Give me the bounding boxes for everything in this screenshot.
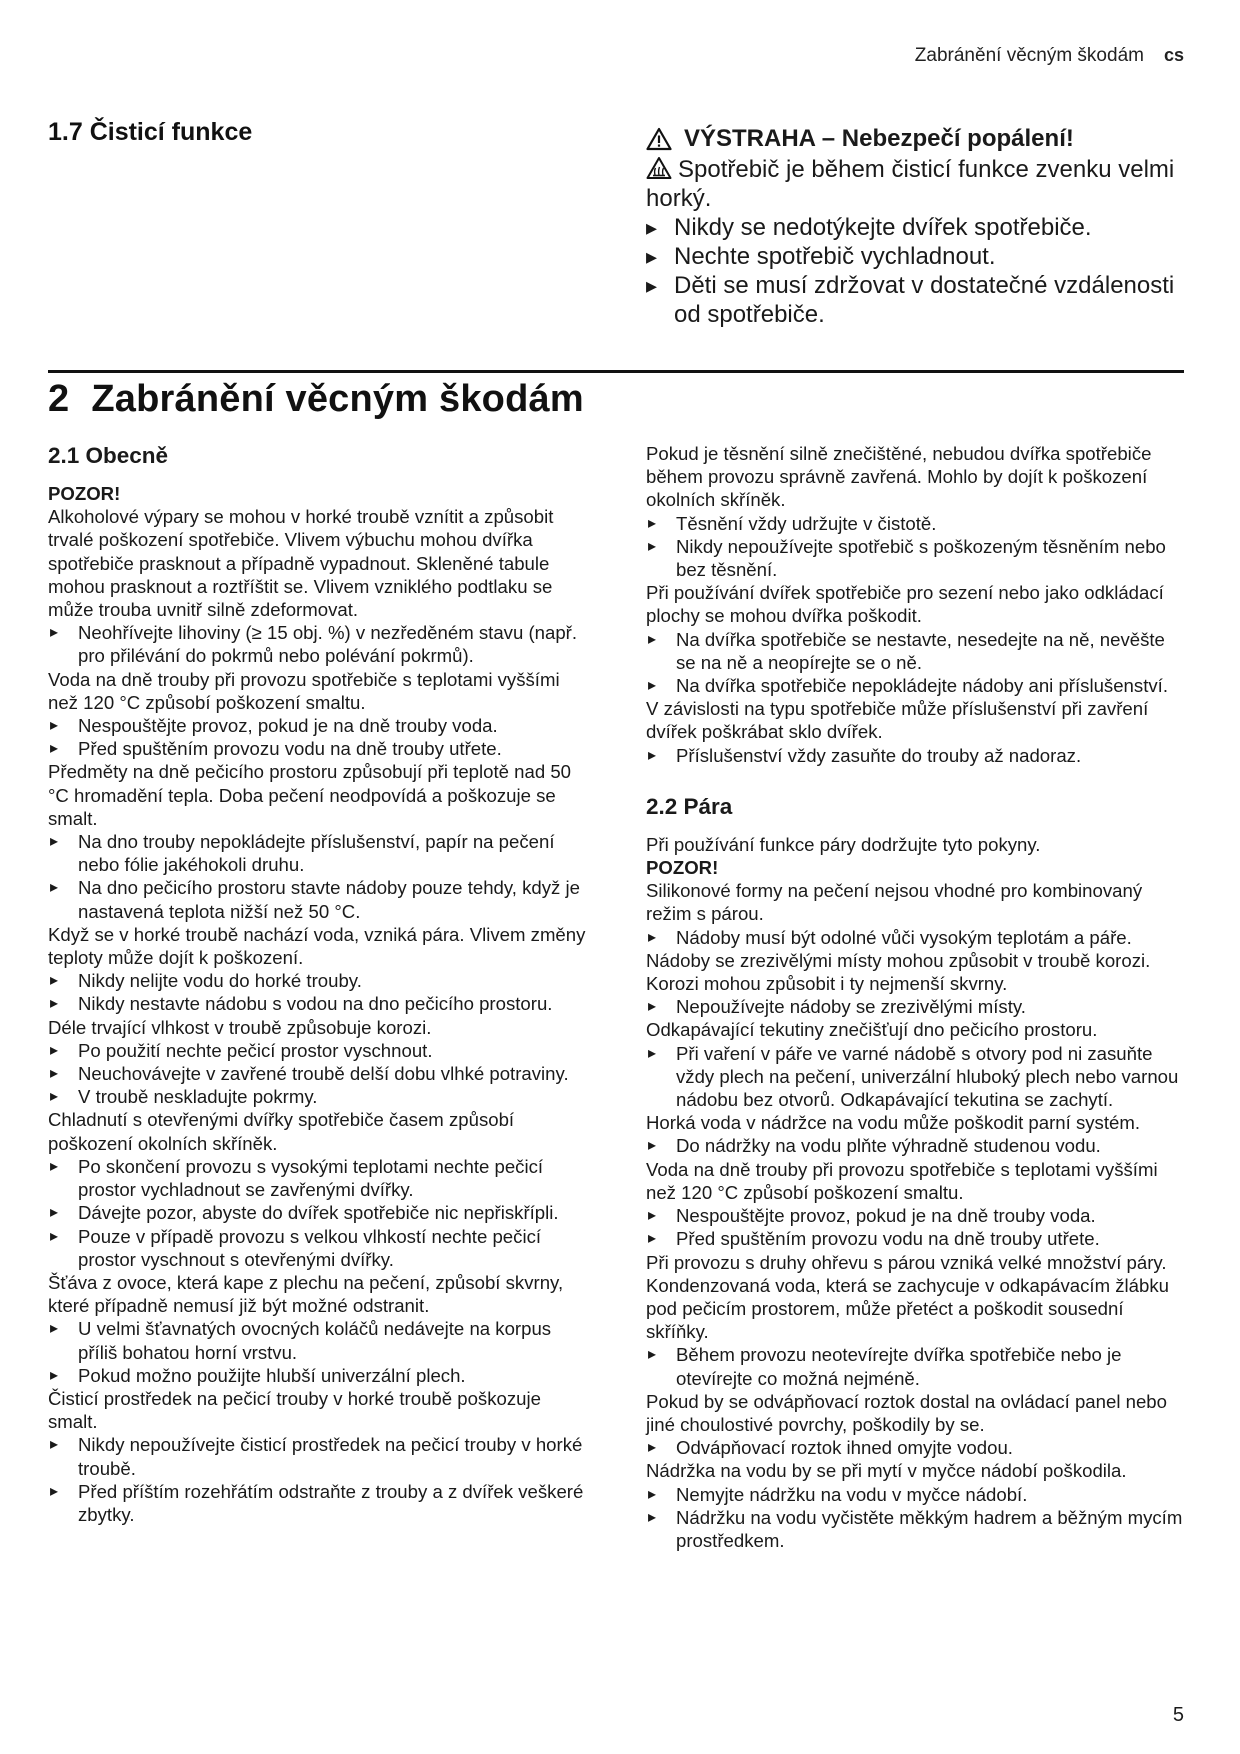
section-2-1-title: 2.1 Obecně: [48, 443, 169, 468]
bullet-item: ▸ Před příštím rozehřátím odstraňte z trouby a z dvířek veškeré zbytky.: [48, 1480, 588, 1526]
chapter-number: 2: [48, 378, 70, 420]
bullet-item: ▸ Nikdy nestavte nádobu s vodou na dno pečicího prostoru.: [48, 992, 588, 1015]
bullet-item: ▸ Po skončení provozu s vysokými teplotami nechte pečicí prostor vychladnout se zavřenými dvířky.: [48, 1155, 588, 1201]
warning-triangle-icon: [646, 127, 672, 151]
bullet-item: ▸ Do nádržky na vodu plňte výhradně studenou vodu.: [646, 1134, 1186, 1157]
bullet-item: ▸ Nikdy nepoužívejte spotřebič s poškozeným těsněním nebo bez těsnění.: [646, 535, 1186, 581]
bullet-item: ▸ Pokud možno použijte hlubší univerzální plech.: [48, 1364, 588, 1387]
paragraph: Alkoholové výpary se mohou v horké troubě vznítit a způsobit trvalé poškození spotřebiče. Vlivem výbuchu mohou dvířka spotřebiče prasknout a případně vypadnout. Skleněné tabule mohou prasknout a roztříštit se. Vlivem vzniklého podtlaku se může trouba uvnitř silně zdeformovat.: [48, 506, 554, 621]
chapter-title: [48, 378, 584, 421]
section-2-1-content: [48, 505, 588, 1526]
bullet-item: ▸ Po použití nechte pečicí prostor vyschnout.: [48, 1039, 588, 1062]
paragraph: Silikonové formy na pečení nejsou vhodné pro kombinovaný režim s párou.: [646, 880, 1143, 925]
bullet-item: ▸ Nikdy nepoužívejte čisticí prostředek na pečicí trouby v horké troubě.: [48, 1433, 588, 1479]
running-title: Zabránění věcným škodám: [914, 45, 1144, 66]
bullet-item: ▸ Neohřívejte lihoviny (≥ 15 obj. %) v nezředěném stavu (např. pro přilévání do pokrmů nebo polévání pokrmů).: [48, 621, 588, 667]
section-1-7-title: 1.7 Čisticí funkce: [48, 118, 253, 146]
paragraph: Šťáva z ovoce, která kape z plechu na pečení, způsobí skvrny, které případně nemusí již být možné odstranit.: [48, 1271, 564, 1317]
bullet-item: ▸ Nespouštějte provoz, pokud je na dně trouby voda.: [48, 714, 588, 737]
bullet-item: ▸ Na dvířka spotřebiče se nestavte, nesedejte na ně, nevěšte se na ně a neopírejte se o ně.: [646, 628, 1186, 674]
section-2-2-content: [646, 879, 1186, 1552]
section-2-2-title: 2.2 Pára: [646, 793, 733, 819]
caution-label: POZOR!: [48, 483, 121, 504]
section-2-2-intro: Při používání funkce páry dodržujte tyto pokyny.: [646, 833, 1041, 855]
warning-body: [646, 155, 1186, 329]
paragraph: Nádržka na vodu by se při mytí v myčce nádobí poškodila.: [646, 1460, 1127, 1482]
section-2-1-continued: [646, 442, 1186, 767]
bullet-item: ▸ Nemyjte nádržku na vodu v myčce nádobí.: [646, 1483, 1186, 1506]
paragraph: Pokud by se odvápňovací roztok dostal na ovládací panel nebo jiné choulostivé povrchy, poškodily by se.: [646, 1390, 1167, 1435]
bullet-item: ▸ Na dno trouby nepokládejte příslušenství, papír na pečení nebo fólie jakéhokoli druhu.: [48, 830, 588, 876]
bullet-item: ▸ Nádoby musí být odolné vůči vysokým teplotám a páře.: [646, 926, 1186, 949]
bullet-item: ▸ Během provozu neotevírejte dvířka spotřebiče nebo je otevírejte co možná nejméně.: [646, 1343, 1186, 1389]
left-column: [48, 442, 588, 1526]
warning-title-text: VÝSTRAHA – Nebezpečí popálení!: [684, 125, 1074, 152]
bullet-item: ▸ Nespouštějte provoz, pokud je na dně trouby voda.: [646, 1204, 1186, 1227]
warning-bullet: ▸ Nechte spotřebič vychladnout.: [646, 242, 1186, 271]
bullet-item: ▸ Odvápňovací roztok ihned omyjte vodou.: [646, 1436, 1186, 1459]
page-number: 5: [1172, 1704, 1184, 1726]
paragraph: Pokud je těsnění silně znečištěné, nebudou dvířka spotřebiče během provozu správně zavřená. Mohlo by dojít k poškození okolních skříněk.: [646, 443, 1152, 511]
bullet-item: ▸ Dávejte pozor, abyste do dvířek spotřebiče nic nepřiskřípli.: [48, 1201, 588, 1224]
bullet-item: ▸ Příslušenství vždy zasuňte do trouby až nadoraz.: [646, 744, 1186, 767]
chapter-title-text: Zabránění věcným škodám: [91, 378, 584, 420]
right-column: [646, 442, 1186, 1552]
bullet-item: ▸ Při vaření v páře ve varné nádobě s otvory pod ni zasuňte vždy plech na pečení, univerzální hluboký plech nebo varnou nádobu bez otvorů. Odkapávající tekutina se zachytí.: [646, 1042, 1186, 1112]
running-header: [915, 45, 1184, 67]
paragraph: Při provozu s druhy ohřevu s párou vzniká velké množství páry. Kondenzovaná voda, která se zachycuje v odkapávacím žlábku pod pečicím prostorem, může přetéct a poškodit sousední skříňky.: [646, 1251, 1170, 1343]
bullet-item: ▸ Těsnění vždy udržujte v čistotě.: [646, 512, 1186, 535]
warning-title: [646, 124, 1186, 153]
hot-surface-icon: [646, 156, 672, 180]
warning-box: [646, 124, 1186, 329]
bullet-item: ▸ Neuchovávejte v zavřené troubě delší dobu vlhké potraviny.: [48, 1062, 588, 1085]
warning-bullet: ▸ Nikdy se nedotýkejte dvířek spotřebiče.: [646, 213, 1186, 242]
bullet-item: ▸ Nikdy nelijte vodu do horké trouby.: [48, 969, 588, 992]
paragraph: V závislosti na typu spotřebiče může příslušenství při zavření dvířek poškrábat sklo dvířek.: [646, 698, 1149, 743]
bullet-item: ▸ Na dno pečicího prostoru stavte nádoby pouze tehdy, když je nastavená teplota nižší než 50 °C.: [48, 876, 588, 922]
bullet-item: ▸ Na dvířka spotřebiče nepokládejte nádoby ani příslušenství.: [646, 674, 1186, 697]
bullet-item: ▸ U velmi šťavnatých ovocných koláčů nedávejte na korpus příliš bohatou horní vrstvu.: [48, 1317, 588, 1363]
paragraph: Předměty na dně pečicího prostoru způsobují při teplotě nad 50 °C hromadění tepla. Doba pečení neodpovídá a poškozuje se smalt.: [48, 761, 572, 829]
bullet-item: ▸ Pouze v případě provozu s velkou vlhkostí nechte pečicí prostor vyschnout s otevřenými dvířky.: [48, 1225, 588, 1271]
paragraph: Chladnutí s otevřenými dvířky spotřebiče časem způsobí poškození okolních skříněk.: [48, 1109, 515, 1154]
paragraph: Voda na dně trouby při provozu spotřebiče s teplotami vyššími než 120 °C způsobí poškození smaltu.: [646, 1158, 1158, 1203]
paragraph: Při používání dvířek spotřebiče pro sezení nebo jako odkládací plochy se mohou dvířka poškodit.: [646, 582, 1164, 627]
bullet-item: ▸ Nepoužívejte nádoby se zrezivělými místy.: [646, 995, 1186, 1018]
bullet-item: ▸ Před spuštěním provozu vodu na dně trouby utřete.: [48, 737, 588, 760]
bullet-item: ▸ Před spuštěním provozu vodu na dně trouby utřete.: [646, 1227, 1186, 1250]
caution-label: POZOR!: [646, 857, 719, 879]
chapter-divider: [48, 370, 1184, 373]
paragraph: Když se v horké troubě nachází voda, vzniká pára. Vlivem změny teploty může dojít k poškození.: [48, 923, 586, 969]
paragraph: Horká voda v nádržce na vodu může poškodit parní systém.: [646, 1112, 1141, 1134]
warning-text: Spotřebič je během čisticí funkce zvenku velmi horký.: [646, 156, 1175, 212]
paragraph: Voda na dně trouby při provozu spotřebiče s teplotami vyššími než 120 °C způsobí poškození smaltu.: [48, 668, 560, 713]
paragraph: Odkapávající tekutiny znečišťují dno pečicího prostoru.: [646, 1019, 1098, 1041]
paragraph: Déle trvající vlhkost v troubě způsobuje korozi.: [48, 1016, 432, 1038]
bullet-item: ▸ V troubě neskladujte pokrmy.: [48, 1085, 588, 1108]
warning-bullet: ▸ Děti se musí zdržovat v dostatečné vzdálenosti od spotřebiče.: [646, 271, 1186, 329]
paragraph: Čisticí prostředek na pečicí trouby v horké troubě poškozuje smalt.: [48, 1387, 541, 1433]
paragraph: Nádoby se zrezivělými místy mohou způsobit v troubě korozi. Korozi mohou způsobit i ty nejmenší skvrny.: [646, 949, 1151, 995]
bullet-item: ▸ Nádržku na vodu vyčistěte měkkým hadrem a běžným mycím prostředkem.: [646, 1506, 1186, 1552]
language-code: cs: [1163, 45, 1184, 65]
